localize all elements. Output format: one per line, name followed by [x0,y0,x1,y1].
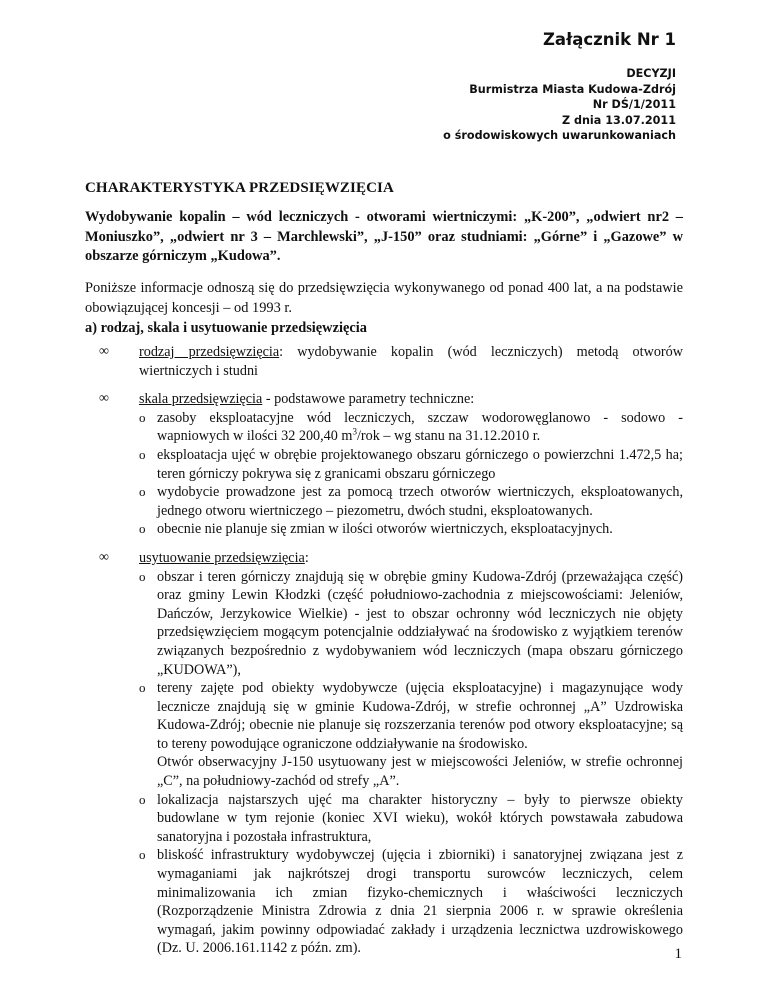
circle-bullet-icon: o [139,680,146,696]
sub-item [139,446,683,483]
item-label: rodzaj przedsięwzięcia [139,344,280,360]
sub-item [139,791,683,847]
list-item-skala [85,390,683,539]
sub-item-text: lokalizacja najstarszych ujęć ma charakter historyczny – były to pierwsze obiekty budowlane w tym rejonie (koniec XVI wieku), wokół których powstawała zabudowa sanatoryjna i pozostała infrastruktura, [157,791,683,845]
sub-item-text: obszar i teren górniczy znajdują się w obrębie gminy Kudowa-Zdrój (przeważająca część) oraz gminy Lewin Kłodzki (część południowo-zachodnia z miejscowościami: Jeleniów, Dańczów, Jerzykowice Wielkie) - jest to obszar ochronny wód leczniczych nie objęty przedsięwzięciem mogącym potencjalnie oddziaływać na środowisko z wyjątkiem terenów związanych bezpośrednio z wydobywaniem wód leczniczych (mapa obszaru górniczego „KUDOWA”), [157,568,683,678]
infinity-bullet-icon: ∞ [99,549,109,565]
circle-bullet-icon: o [139,484,146,500]
sub-list [139,409,683,539]
sub-item [139,568,683,680]
decision-line: Z dnia 13.07.2011 [561,113,676,127]
sub-item-text: wydobycie prowadzone jest za pomocą trzech otworów wiertniczych, eksploatowanych, jednego otworu wiertniczego – piezometru, dwóch studni, eksploatowanych. [157,484,683,519]
circle-bullet-icon: o [139,521,146,537]
page-number: 1 [674,946,682,962]
project-title-paragraph: Wydobywanie kopalin – wód leczniczych - otworami wiertniczymi: „K-200”, „odwiert nr2 – Moniuszko”, „odwiert nr 3 – Marchlewski”, „J-150” oraz studniami: „Górne” i „Gazowe” w obszarze górniczym „Kudowa”. [85,209,683,264]
circle-bullet-icon: o [139,409,146,425]
circle-bullet-icon: o [139,791,146,807]
sub-item [139,483,683,520]
sub-item [139,846,683,958]
decision-reference [443,66,676,144]
decision-line: o środowiskowych uwarunkowaniach [443,129,676,143]
superscript: 3 [352,426,357,437]
sub-item-text: eksploatacja ujęć w obrębie projektowanego obszaru górniczego o powierzchni 1.472,5 ha; teren górniczy pokrywa się z granicami obszaru górniczego [157,446,683,482]
item-text: : wydobywanie kopalin (wód leczniczych) metodą otworów wiertniczych i studni [139,344,683,379]
list-item-rodzaj [85,343,683,380]
sub-list [139,568,683,958]
infinity-bullet-icon: ∞ [99,344,109,359]
list-item-usytuowanie [85,549,683,958]
annex-title: Załącznik Nr 1 [542,30,676,49]
decision-line: Burmistrza Miasta Kudowa-Zdrój [469,82,676,96]
circle-bullet-icon: o [139,568,146,584]
decision-line: DECYZJI [626,67,676,80]
decision-line: Nr DŚ/1/2011 [592,98,676,112]
characteristics-list [85,343,683,968]
sub-item-text: obecnie nie planuje się zmian w ilości otworów wiertniczych, eksploatacyjnych. [157,521,613,538]
circle-bullet-icon: o [139,847,146,863]
sub-item [139,409,683,446]
subheading-a: a) rodzaj, skala i usytuowanie przedsięwzięcia [85,320,367,336]
section-title: CHARAKTERYSTYKA PRZEDSIĘWZIĘCIA [85,180,394,196]
sub-item-text: /rok – wg stanu na 31.12.2010 r. [356,428,541,445]
item-label: skala przedsięwzięcia [139,391,263,408]
sub-item-text: tereny zajęte pod obiekty wydobywcze (ujęcia eksploatacyjne) i magazynujące wody lecznicze znajdują się w gminie Kudowa-Zdrój, w strefie ochronnej „A” Uzdrowiska Kudowa-Zdrój; obecnie nie planuje się rozszerzania terenów pod otwory eksploatacyjne; są to tereny powodujące ograniczone oddziaływanie na środowisko. [157,680,683,752]
item-label: usytuowanie przedsięwzięcia [139,549,305,566]
infinity-bullet-icon: ∞ [99,391,109,407]
sub-item-text: zasoby eksploatacyjne wód leczniczych, szczaw wodorowęglanowo - sodowo - wapniowych w ilości 32 200,40 m [157,409,683,445]
intro-paragraph: Poniższe informacje odnoszą się do przedsięwzięcia wykonywanego od ponad 400 lat, a na podstawie obowiązującej koncesji – od 1993 r. [85,280,683,316]
sub-item [139,679,683,791]
circle-bullet-icon: o [139,446,146,462]
sub-item-text: bliskość infrastruktury wydobywczej (ujęcia i zbiorniki) i sanatoryjnej związana jest z wymaganiami jak najkrótszej drogi transportu surowców leczniczych, celem minimalizowania ich zmian fizyko-chemicznych i właściwości leczniczych (Rozporządzenie Ministra Zdrowia z dnia 21 sierpnia 2006 r. w sprawie określenia wymagań, jakim powinny odpowiadać zakłady i urządzenia lecznictwa uzdrowiskowego (Dz. U. 2006.161.1142 z późn. zm). [157,847,683,957]
sub-item-text: Otwór obserwacyjny J-150 usytuowany jest w miejscowości Jeleniów, w strefie ochronnej „C”, na południowy-zachód od strefy „A”. [157,754,683,790]
sub-item [139,520,683,539]
item-text: : [304,549,309,566]
item-text: - podstawowe parametry techniczne: [262,391,475,408]
